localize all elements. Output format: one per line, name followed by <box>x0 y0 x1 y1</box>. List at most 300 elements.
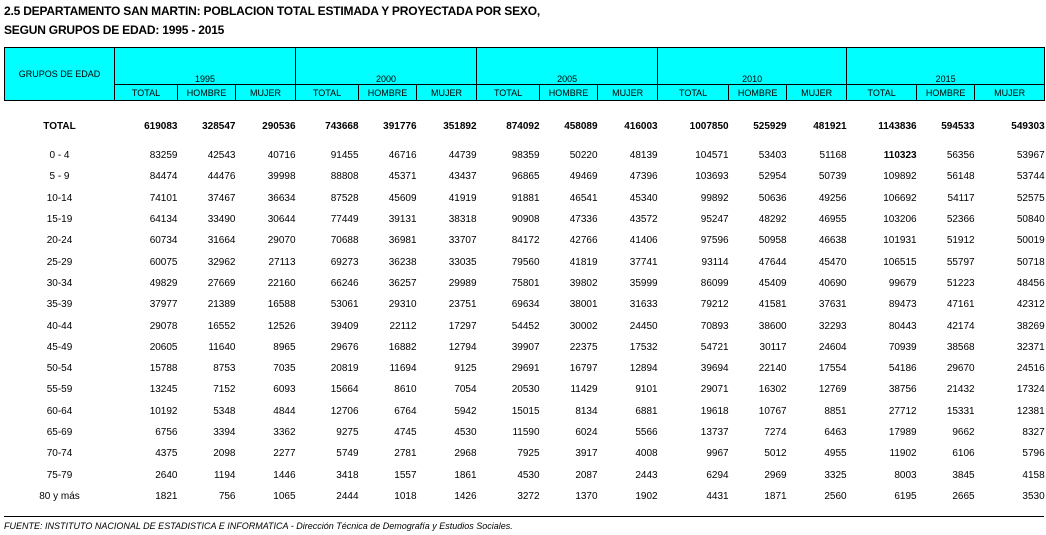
row-label: TOTAL <box>43 120 76 132</box>
table-row <box>5 464 1045 485</box>
table-cell: 48292 <box>758 214 787 226</box>
table-cell: 11640 <box>208 341 236 353</box>
table-cell: 8134 <box>575 405 598 417</box>
table-cell: 6093 <box>273 384 296 396</box>
table-cell: 55797 <box>946 256 975 268</box>
table-cell: 29691 <box>511 363 540 375</box>
table-cell: 51912 <box>946 235 975 247</box>
table-cell: 44739 <box>448 150 477 162</box>
table-cell: 60075 <box>149 256 178 268</box>
table-cell: 35999 <box>629 277 658 289</box>
table-cell: 53061 <box>330 299 359 311</box>
table-cell: 79560 <box>511 256 540 268</box>
table-cell: 12894 <box>629 363 658 375</box>
table-cell: 2087 <box>575 469 598 481</box>
table-cell: 69634 <box>511 299 540 311</box>
table-cell: 46955 <box>818 214 847 226</box>
sub-header-total: TOTAL <box>296 85 359 101</box>
table-cell: 52366 <box>946 214 975 226</box>
table-cell: 32962 <box>207 256 236 268</box>
table-cell: 290536 <box>262 120 296 132</box>
table-cell: 33707 <box>448 235 477 247</box>
sub-header-mujer: MUJER <box>417 85 477 101</box>
table-row <box>5 294 1045 315</box>
table-cell: 44476 <box>207 171 236 183</box>
table-cell: 37631 <box>818 299 847 311</box>
table-cell: 1871 <box>764 490 787 502</box>
table-cell: 8610 <box>394 384 417 396</box>
row-label: 20-24 <box>46 235 73 247</box>
table-cell: 49829 <box>149 277 178 289</box>
table-cell: 21389 <box>207 299 236 311</box>
table-cell: 15788 <box>149 363 178 375</box>
table-cell: 32293 <box>818 320 847 332</box>
table-cell: 1065 <box>273 490 296 502</box>
table-cell: 619083 <box>144 120 178 132</box>
table-cell: 29070 <box>267 235 296 247</box>
table-cell: 24450 <box>629 320 658 332</box>
table-row <box>5 486 1045 507</box>
sub-header-hombre: HOMBRE <box>178 85 236 101</box>
table-row <box>5 315 1045 336</box>
table-cell: 50840 <box>1016 214 1045 226</box>
table-cell: 40690 <box>818 277 847 289</box>
row-label: 75-79 <box>46 469 73 481</box>
table-cell: 49256 <box>818 192 847 204</box>
table-cell: 458089 <box>564 120 598 132</box>
table-cell: 743668 <box>325 120 359 132</box>
table-cell: 1143836 <box>878 120 917 132</box>
table-cell: 6764 <box>394 405 417 417</box>
table-cell: 12706 <box>330 405 359 417</box>
year-header: 1995 <box>115 48 296 85</box>
table-cell: 4375 <box>155 448 178 460</box>
table-cell: 6463 <box>824 427 847 438</box>
table-cell: 5566 <box>635 427 658 438</box>
table-cell: 2098 <box>213 448 236 460</box>
table-cell: 416003 <box>624 120 658 132</box>
table-cell: 8753 <box>213 363 236 375</box>
table-cell: 10767 <box>758 405 787 417</box>
table-cell: 16882 <box>388 341 417 353</box>
table-cell: 54186 <box>888 363 917 375</box>
row-label: 30-34 <box>46 277 73 289</box>
sub-header-total: TOTAL <box>847 85 917 101</box>
row-label: 10-14 <box>46 192 73 204</box>
table-cell: 27712 <box>888 405 917 417</box>
row-label: 5 - 9 <box>49 171 70 183</box>
table-cell: 110323 <box>883 150 917 162</box>
table-cell: 22140 <box>758 363 787 375</box>
table-cell: 3845 <box>952 469 975 481</box>
table-cell: 56356 <box>946 150 975 162</box>
table-cell: 4008 <box>635 448 658 460</box>
table-cell: 16552 <box>207 320 236 332</box>
table-cell: 6294 <box>706 469 729 481</box>
table-cell: 1861 <box>454 469 477 481</box>
table-cell: 99892 <box>700 192 729 204</box>
table-cell: 10192 <box>149 405 178 417</box>
table-cell: 52575 <box>1016 192 1045 204</box>
population-table <box>4 47 1045 507</box>
table-cell: 525929 <box>753 120 787 132</box>
sub-header-hombre: HOMBRE <box>359 85 417 101</box>
table-cell: 29071 <box>700 384 729 396</box>
table-cell: 11694 <box>389 363 417 375</box>
table-cell: 40716 <box>267 150 296 162</box>
table-cell: 84172 <box>511 235 540 247</box>
table-cell: 33035 <box>448 256 477 268</box>
table-cell: 22112 <box>389 320 417 332</box>
table-cell: 6756 <box>155 427 178 438</box>
table-cell: 1902 <box>635 490 658 502</box>
table-cell: 16588 <box>267 299 296 311</box>
table-row <box>5 145 1045 166</box>
table-cell: 9662 <box>952 427 975 438</box>
table-cell: 36634 <box>267 192 296 204</box>
table-cell: 5942 <box>454 405 477 417</box>
table-cell: 29078 <box>149 320 178 332</box>
row-label: 55-59 <box>46 384 73 396</box>
table-cell: 36981 <box>388 235 417 247</box>
row-label: 80 y más <box>39 490 80 502</box>
table-cell: 46716 <box>388 150 417 162</box>
table-cell: 104571 <box>695 150 729 162</box>
sub-header-hombre: HOMBRE <box>917 85 975 101</box>
table-cell: 12526 <box>267 320 296 332</box>
table-cell: 7054 <box>454 384 477 396</box>
table-cell: 50718 <box>1016 256 1045 268</box>
sub-header-mujer: MUJER <box>975 85 1045 101</box>
row-label: 70-74 <box>46 448 73 460</box>
table-cell: 29310 <box>388 299 417 311</box>
table-cell: 98359 <box>511 150 540 162</box>
table-cell: 38318 <box>448 214 477 226</box>
table-cell: 39907 <box>511 341 540 353</box>
sub-header-row <box>5 85 1045 101</box>
table-cell: 101931 <box>883 235 917 247</box>
table-cell: 8851 <box>824 405 847 417</box>
table-cell: 90908 <box>511 214 540 226</box>
table-cell: 51223 <box>946 277 975 289</box>
table-cell: 29670 <box>946 363 975 375</box>
table-cell: 6106 <box>952 448 975 460</box>
row-label: 40-44 <box>46 320 73 332</box>
table-cell: 106515 <box>883 256 917 268</box>
table-cell: 20530 <box>511 384 540 396</box>
table-row <box>5 273 1045 294</box>
table-cell: 2560 <box>824 490 847 502</box>
table-cell: 15015 <box>511 405 540 417</box>
table-cell: 20819 <box>330 363 359 375</box>
table-cell: 22375 <box>569 341 598 353</box>
table-cell: 51168 <box>819 150 847 162</box>
table-cell: 50958 <box>758 235 787 247</box>
table-cell: 5796 <box>1022 448 1045 460</box>
table-cell: 30644 <box>267 214 296 226</box>
table-cell: 64134 <box>149 214 178 226</box>
table-cell: 24604 <box>818 341 847 353</box>
table-row <box>5 337 1045 358</box>
table-cell: 47161 <box>946 299 975 311</box>
table-cell: 29676 <box>330 341 359 353</box>
table-cell: 1821 <box>155 490 178 502</box>
table-cell: 41581 <box>758 299 787 311</box>
table-row <box>5 188 1045 209</box>
table-cell: 75801 <box>511 277 540 289</box>
table-cell: 4955 <box>824 448 847 460</box>
table-cell: 46638 <box>818 235 847 247</box>
table-cell: 30117 <box>759 341 787 353</box>
table-row <box>5 443 1045 464</box>
table-cell: 481921 <box>813 120 847 132</box>
table-cell: 109892 <box>883 171 917 183</box>
table-cell: 9101 <box>635 384 658 396</box>
table-cell: 37741 <box>629 256 658 268</box>
table-cell: 15664 <box>330 384 359 396</box>
table-cell: 22160 <box>267 277 296 289</box>
table-cell: 53744 <box>1016 171 1045 183</box>
table-cell: 33490 <box>207 214 236 226</box>
table-cell: 41406 <box>629 235 658 247</box>
table-cell: 3530 <box>1022 490 1045 502</box>
table-cell: 8003 <box>894 469 917 481</box>
table-cell: 11429 <box>570 384 598 396</box>
table-cell: 31664 <box>207 235 236 247</box>
table-cell: 53967 <box>1016 150 1045 162</box>
table-cell: 99679 <box>888 277 917 289</box>
table-cell: 37977 <box>149 299 178 311</box>
table-cell: 77449 <box>330 214 359 226</box>
table-cell: 24516 <box>1016 363 1045 375</box>
sub-header-mujer: MUJER <box>236 85 296 101</box>
table-cell: 54721 <box>700 341 729 353</box>
table-cell: 45371 <box>388 171 417 183</box>
table-cell: 48456 <box>1016 277 1045 289</box>
table-cell: 39131 <box>388 214 417 226</box>
table-cell: 43572 <box>629 214 658 226</box>
table-cell: 54117 <box>947 192 975 204</box>
table-cell: 2640 <box>155 469 178 481</box>
table-cell: 23751 <box>448 299 477 311</box>
sub-header-total: TOTAL <box>658 85 729 101</box>
table-cell: 54452 <box>511 320 540 332</box>
table-cell: 31633 <box>629 299 658 311</box>
table-cell: 47336 <box>569 214 598 226</box>
table-cell: 7274 <box>764 427 787 438</box>
table-title-line-2: SEGUN GRUPOS DE EDAD: 1995 - 2015 <box>4 23 225 37</box>
table-cell: 45409 <box>758 277 787 289</box>
table-cell: 19618 <box>700 405 729 417</box>
sub-header-mujer: MUJER <box>787 85 847 101</box>
table-cell: 12769 <box>818 384 847 396</box>
table-cell: 1370 <box>575 490 598 502</box>
table-cell: 17324 <box>1016 384 1045 396</box>
table-cell: 2665 <box>952 490 975 502</box>
table-cell: 16797 <box>569 363 598 375</box>
table-cell: 5348 <box>213 405 236 417</box>
table-cell: 39802 <box>569 277 598 289</box>
table-cell: 1018 <box>394 490 417 502</box>
table-row <box>5 379 1045 400</box>
table-cell: 6024 <box>575 427 598 438</box>
table-cell: 12381 <box>1016 405 1045 417</box>
table-cell: 87528 <box>330 192 359 204</box>
table-row <box>5 358 1045 379</box>
table-cell: 91881 <box>511 192 540 204</box>
table-row <box>5 251 1045 272</box>
table-cell: 874092 <box>506 120 540 132</box>
table-cell: 93114 <box>701 256 729 268</box>
year-header: 2005 <box>477 48 658 85</box>
table-cell: 17989 <box>888 427 917 438</box>
table-cell: 17297 <box>448 320 477 332</box>
table-row <box>5 209 1045 230</box>
table-cell: 56148 <box>946 171 975 183</box>
sub-header-hombre: HOMBRE <box>540 85 598 101</box>
row-label: 25-29 <box>46 256 73 268</box>
table-cell: 2968 <box>454 448 477 460</box>
table-cell: 39409 <box>330 320 359 332</box>
table-cell: 89473 <box>888 299 917 311</box>
table-cell: 38001 <box>569 299 598 311</box>
table-cell: 37467 <box>207 192 236 204</box>
table-cell: 2443 <box>635 469 658 481</box>
table-cell: 27669 <box>207 277 236 289</box>
table-cell: 9967 <box>706 448 729 460</box>
table-cell: 50636 <box>758 192 787 204</box>
table-cell: 4745 <box>394 427 417 438</box>
table-cell: 74101 <box>149 192 178 204</box>
table-cell: 38756 <box>888 384 917 396</box>
table-cell: 88808 <box>330 171 359 183</box>
table-cell: 3394 <box>213 427 236 438</box>
total-row <box>5 116 1045 136</box>
table-cell: 4431 <box>706 490 729 502</box>
table-cell: 41919 <box>448 192 477 204</box>
table-cell: 42174 <box>946 320 975 332</box>
table-cell: 351892 <box>443 120 477 132</box>
table-cell: 39998 <box>267 171 296 183</box>
row-label: 60-64 <box>46 405 73 417</box>
table-cell: 5012 <box>764 448 787 460</box>
table-cell: 7925 <box>517 448 540 460</box>
table-cell: 27113 <box>268 256 296 268</box>
table-cell: 21432 <box>946 384 975 396</box>
table-cell: 97596 <box>700 235 729 247</box>
table-cell: 3362 <box>273 427 296 438</box>
table-cell: 3325 <box>824 469 847 481</box>
table-cell: 17532 <box>629 341 658 353</box>
table-cell: 3418 <box>336 469 359 481</box>
table-cell: 70939 <box>888 341 917 353</box>
table-cell: 11902 <box>889 448 917 460</box>
table-cell: 91455 <box>330 150 359 162</box>
table-cell: 38568 <box>946 341 975 353</box>
table-cell: 45470 <box>818 256 847 268</box>
table-cell: 13737 <box>700 427 729 438</box>
table-row <box>5 401 1045 422</box>
table-cell: 96865 <box>511 171 540 183</box>
table-cell: 95247 <box>700 214 729 226</box>
year-header: 2000 <box>296 48 477 85</box>
table-bottom-rule <box>4 516 1044 517</box>
table-cell: 6881 <box>635 405 658 417</box>
table-cell: 52954 <box>758 171 787 183</box>
table-cell: 1007850 <box>689 120 729 132</box>
table-cell: 60734 <box>149 235 178 247</box>
source-footnote: FUENTE: INSTITUTO NACIONAL DE ESTADISTICA E INFORMATICA - Dirección Técnica de Demografía y Estudios Sociales. <box>4 521 513 531</box>
table-cell: 47644 <box>758 256 787 268</box>
table-cell: 30002 <box>569 320 598 332</box>
table-cell: 41819 <box>569 256 598 268</box>
table-cell: 106692 <box>883 192 917 204</box>
table-cell: 391776 <box>383 120 417 132</box>
sub-header-mujer: MUJER <box>598 85 658 101</box>
table-cell: 53403 <box>758 150 787 162</box>
table-cell: 328547 <box>202 120 236 132</box>
table-cell: 49469 <box>569 171 598 183</box>
table-cell: 549303 <box>1011 120 1045 132</box>
table-cell: 50739 <box>818 171 847 183</box>
table-cell: 70688 <box>330 235 359 247</box>
table-title-line-1: 2.5 DEPARTAMENTO SAN MARTIN: POBLACION TOTAL ESTIMADA Y PROYECTADA POR SEXO, <box>4 4 540 18</box>
table-cell: 29989 <box>448 277 477 289</box>
table-cell: 4158 <box>1022 469 1045 481</box>
table-cell: 16302 <box>758 384 787 396</box>
table-cell: 4530 <box>454 427 477 438</box>
table-cell: 17554 <box>818 363 847 375</box>
row-label: 50-54 <box>46 363 73 375</box>
table-cell: 7035 <box>273 363 296 375</box>
table-cell: 38269 <box>1016 320 1045 332</box>
table-cell: 70893 <box>700 320 729 332</box>
table-cell: 2444 <box>336 490 359 502</box>
table-cell: 7152 <box>213 384 236 396</box>
table-row <box>5 422 1045 443</box>
table-row <box>5 230 1045 251</box>
table-cell: 66246 <box>330 277 359 289</box>
table-cell: 6195 <box>894 490 917 502</box>
sub-header-total: TOTAL <box>477 85 540 101</box>
table-cell: 42766 <box>569 235 598 247</box>
table-cell: 2969 <box>764 469 787 481</box>
table-cell: 8965 <box>273 341 296 353</box>
table-cell: 1446 <box>273 469 296 481</box>
table-cell: 1426 <box>454 490 477 502</box>
table-cell: 9275 <box>336 427 359 438</box>
table-cell: 3272 <box>517 490 540 502</box>
table-cell: 9125 <box>454 363 477 375</box>
table-cell: 4530 <box>517 469 540 481</box>
table-cell: 36257 <box>388 277 417 289</box>
table-cell: 20605 <box>149 341 178 353</box>
table-cell: 42543 <box>207 150 236 162</box>
table-cell: 103206 <box>883 214 917 226</box>
table-cell: 32371 <box>1016 341 1045 353</box>
table-row <box>5 166 1045 187</box>
sub-header-hombre: HOMBRE <box>729 85 787 101</box>
sub-header-total: TOTAL <box>115 85 178 101</box>
row-label: 65-69 <box>46 427 73 438</box>
table-cell: 69273 <box>330 256 359 268</box>
table-cell: 2277 <box>273 448 296 460</box>
table-cell: 1194 <box>213 469 236 481</box>
table-cell: 13245 <box>149 384 178 396</box>
table-cell: 103693 <box>695 171 729 183</box>
table-cell: 86099 <box>700 277 729 289</box>
table-cell: 756 <box>218 490 236 502</box>
